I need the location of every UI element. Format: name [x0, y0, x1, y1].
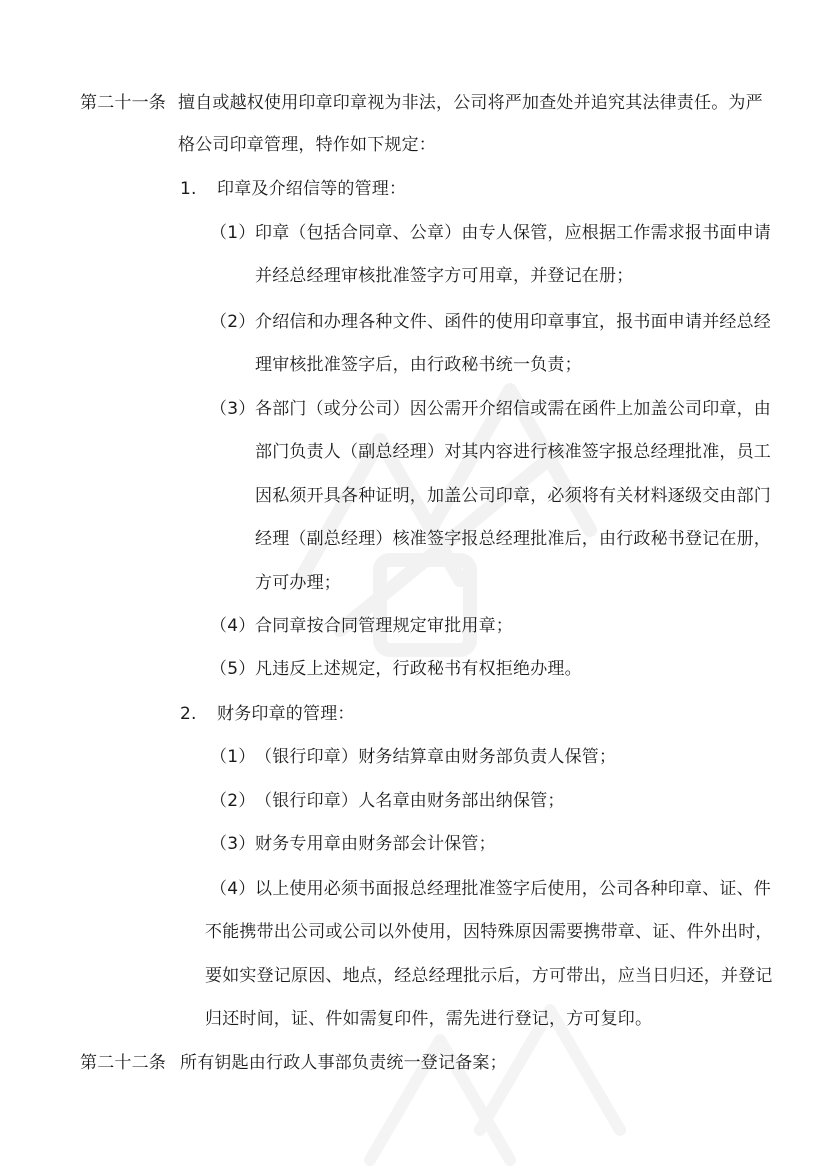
list-item-number: （2）: [210, 791, 256, 811]
list-item-text: 各部门（或分公司）因公需开介绍信或需在函件上加盖公司印章，由: [255, 399, 771, 419]
list-item-text: 归还时间，证、件如需复印件，需先进行登记，方可复印。: [205, 1009, 653, 1029]
list-item-text: 并经总经理审核批准签字方可用章，并登记在册；: [255, 266, 634, 286]
article-22-text: 所有钥匙由行政人事部负责统一登记备案；: [180, 1053, 507, 1073]
list-item-text: 要如实登记原因、地点，经总经理批示后，方可带出，应当日归还，并登记: [205, 966, 773, 986]
list-item-number: （3）: [210, 834, 256, 854]
list-item-text: 经理（副总经理）核准签字报总经理批准后，由行政秘书登记在册，: [255, 529, 771, 549]
list-item-text: 因私须开具各种证明，加盖公司印章，必须将有关材料逐级交由部门: [255, 486, 771, 506]
article-21-text-line-1: 擅自或越权使用印章印章视为非法，公司将严加查处并追究其法律责任。为严: [178, 93, 763, 113]
list-item-text: （银行印章）人名章由财务部出纳保管；: [255, 791, 565, 811]
list-item-number: （1）: [210, 223, 256, 243]
list-item-text: 以上使用必须书面报总经理批准签字后使用，公司各种印章、证、件: [255, 879, 771, 899]
list-item-text: 方可办理；: [255, 573, 341, 593]
article-22-heading: 第二十二条: [80, 1053, 166, 1073]
list-item-text: 部门负责人（副总经理）对其内容进行核准签字报总经理批准，员工: [255, 442, 771, 462]
list-item-text: 财务专用章由财务部会计保管；: [255, 834, 496, 854]
list-item-number: （2）: [210, 312, 256, 332]
section-1-title: 印章及介绍信等的管理：: [217, 179, 407, 199]
list-item-number: （5）: [210, 659, 256, 679]
section-2-number: 2.: [180, 704, 197, 724]
section-2-title: 财务印章的管理：: [217, 704, 355, 724]
list-item-number: （4）: [210, 616, 256, 636]
article-21-heading: 第二十一条: [80, 93, 166, 113]
list-item-text: （银行印章）财务结算章由财务部负责人保管；: [255, 747, 617, 767]
list-item-text: 不能携带出公司或公司以外使用，因特殊原因需要携带章、证、件外出时，: [205, 922, 773, 942]
list-item-text: 凡违反上述规定，行政秘书有权拒绝办理。: [255, 659, 582, 679]
list-item-text: 理审核批准签字后，由行政秘书统一负责；: [255, 355, 582, 375]
list-item-text: 印章（包括合同章、公章）由专人保管，应根据工作需求报书面申请: [255, 223, 771, 243]
list-item-text: 合同章按合同管理规定审批用章；: [255, 616, 513, 636]
article-21-text-line-2: 格公司印章管理，特作如下规定：: [178, 135, 436, 155]
list-item-number: （4）: [210, 879, 256, 899]
list-item-text: 介绍信和办理各种文件、函件的使用印章事宜，报书面申请并经总经: [255, 312, 771, 332]
section-1-number: 1.: [180, 179, 197, 199]
list-item-number: （1）: [210, 747, 256, 767]
list-item-number: （3）: [210, 399, 256, 419]
